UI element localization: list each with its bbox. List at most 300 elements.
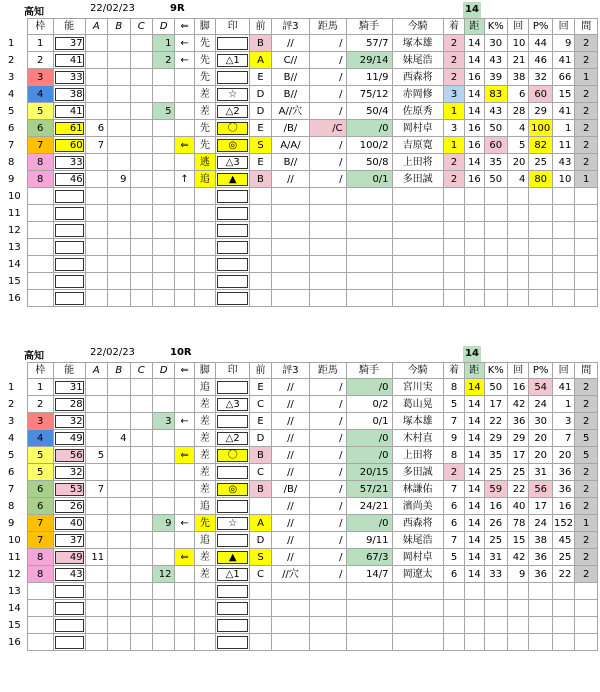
table-row (6, 549, 598, 566)
cell-rating (271, 617, 310, 634)
header-interval: 間 (575, 19, 598, 35)
cell-col-a (85, 290, 107, 307)
cell-jockey-stat (346, 256, 392, 273)
row-number: 1 (8, 381, 15, 393)
cell-running-style (194, 583, 215, 600)
cell-ability (53, 600, 85, 617)
cell-prev-rank: E (250, 413, 271, 430)
cell-jockey-stat: 9/11 (346, 532, 392, 549)
cell-mark (216, 239, 250, 256)
header-k-pct: K% (484, 363, 508, 379)
ability-box: 38 (55, 88, 84, 101)
cell-count1 (508, 205, 529, 222)
cell-col-a: 6 (85, 120, 107, 137)
mark-box (217, 619, 248, 632)
cell-rating: // (271, 171, 310, 188)
cell-mark (216, 52, 250, 69)
table-row (6, 154, 598, 171)
cell-prev-rank: E (250, 120, 271, 137)
cell-rating: /B/ (271, 481, 310, 498)
cell-col-d (152, 396, 174, 413)
distance-badge: 14 (463, 2, 481, 18)
cell-interval: 2 (575, 103, 598, 120)
cell-arrow (175, 239, 194, 256)
cell-finish: 1 (443, 103, 464, 120)
cell-distance: 14 (465, 379, 484, 396)
cell-rating: // (271, 413, 310, 430)
mark-box: △3 (217, 398, 248, 411)
cell-jockey: 吉原寛 (392, 137, 443, 154)
cell-jockey-stat: /0 (346, 447, 392, 464)
cell-distance (465, 239, 484, 256)
cell-p-pct (529, 273, 553, 290)
cell-count1: 78 (508, 515, 529, 532)
cell-waku: 1 (27, 379, 53, 396)
header-prev-rank: 前 (250, 19, 271, 35)
cell-distance (465, 600, 484, 617)
ability-box (55, 619, 84, 632)
cell-rating (271, 583, 310, 600)
cell-waku: 7 (27, 532, 53, 549)
mark-box (217, 500, 248, 513)
cell-waku: 2 (27, 396, 53, 413)
cell-dist-horse: / (310, 154, 346, 171)
cell-col-b (108, 532, 130, 549)
cell-col-a (85, 256, 107, 273)
row-number: 14 (8, 258, 21, 270)
cell-col-a (85, 498, 107, 515)
cell-count2: 41 (552, 103, 574, 120)
cell-rating: B// (271, 154, 310, 171)
cell-prev-rank: C (250, 566, 271, 583)
row-number: 3 (8, 415, 15, 427)
cell-p-pct: 30 (529, 413, 553, 430)
cell-count2 (552, 600, 574, 617)
cell-count1: 28 (508, 103, 529, 120)
cell-k-pct: 29 (484, 430, 508, 447)
cell-mark (216, 290, 250, 307)
cell-col-b: 4 (108, 430, 130, 447)
header-jockey-stat: 騎手 (346, 363, 392, 379)
cell-col-c (130, 447, 152, 464)
cell-prev-rank: S (250, 549, 271, 566)
row-number: 15 (8, 275, 21, 287)
cell-col-a (85, 103, 107, 120)
cell-p-pct (529, 256, 553, 273)
cell-col-b (108, 273, 130, 290)
cell-mark (216, 447, 250, 464)
header-col-b: B (108, 19, 130, 35)
cell-distance: 16 (465, 69, 484, 86)
cell-col-c (130, 69, 152, 86)
venue-label: 高知 (24, 7, 44, 18)
cell-finish: 8 (443, 379, 464, 396)
cell-ability (53, 379, 85, 396)
row-number: 4 (8, 88, 15, 100)
cell-interval: 5 (575, 447, 598, 464)
cell-jockey (392, 583, 443, 600)
cell-jockey: 宮川実 (392, 379, 443, 396)
cell-count2 (552, 188, 574, 205)
ability-box (55, 585, 84, 598)
cell-running-style: 逃 (194, 154, 215, 171)
header-jockey-stat: 騎手 (346, 19, 392, 35)
mark-box (217, 636, 248, 649)
cell-prev-rank: D (250, 532, 271, 549)
cell-jockey: 葛山晃 (392, 396, 443, 413)
cell-col-d (152, 549, 174, 566)
cell-rating: B// (271, 69, 310, 86)
cell-arrow (175, 205, 194, 222)
race-table (6, 362, 598, 651)
cell-jockey-stat (346, 239, 392, 256)
cell-mark (216, 69, 250, 86)
cell-finish (443, 583, 464, 600)
cell-distance (465, 205, 484, 222)
cell-distance: 14 (465, 35, 484, 52)
cell-prev-rank (250, 634, 271, 651)
cell-p-pct: 60 (529, 86, 553, 103)
cell-col-a (85, 69, 107, 86)
cell-running-style: 差 (194, 413, 215, 430)
cell-jockey-stat: 50/4 (346, 103, 392, 120)
cell-rating (271, 290, 310, 307)
cell-mark (216, 515, 250, 532)
cell-jockey (392, 256, 443, 273)
cell-running-style: 先 (194, 52, 215, 69)
cell-col-c (130, 379, 152, 396)
cell-count2 (552, 205, 574, 222)
cell-jockey: 西森将 (392, 69, 443, 86)
cell-count2: 1 (552, 120, 574, 137)
cell-running-style: 差 (194, 86, 215, 103)
header-row (6, 19, 598, 35)
cell-col-c (130, 205, 152, 222)
cell-interval: 1 (575, 515, 598, 532)
cell-count1: 17 (508, 447, 529, 464)
cell-ability (53, 617, 85, 634)
table-row (6, 481, 598, 498)
cell-count2: 36 (552, 481, 574, 498)
cell-count2: 36 (552, 464, 574, 481)
table-row (6, 634, 598, 651)
cell-waku: 3 (27, 413, 53, 430)
cell-arrow (175, 532, 194, 549)
cell-col-d (152, 617, 174, 634)
cell-p-pct: 24 (529, 396, 553, 413)
cell-col-c (130, 120, 152, 137)
cell-waku: 1 (27, 35, 53, 52)
cell-mark (216, 171, 250, 188)
cell-finish: 5 (443, 549, 464, 566)
cell-p-pct: 20 (529, 447, 553, 464)
cell-col-c (130, 566, 152, 583)
row-number: 12 (8, 224, 21, 236)
cell-waku: 6 (27, 481, 53, 498)
cell-col-c (130, 498, 152, 515)
cell-col-d (152, 447, 174, 464)
cell-mark (216, 103, 250, 120)
cell-prev-rank: A (250, 52, 271, 69)
table-row (6, 239, 598, 256)
cell-col-a (85, 188, 107, 205)
cell-jockey (392, 205, 443, 222)
cell-interval: 2 (575, 481, 598, 498)
cell-col-a (85, 566, 107, 583)
cell-waku (27, 239, 53, 256)
row-number: 7 (8, 139, 15, 151)
cell-rating (271, 256, 310, 273)
cell-col-b (108, 137, 130, 154)
cell-dist-horse (310, 290, 346, 307)
header-arrow: ⇐ (175, 19, 194, 35)
cell-arrow (175, 69, 194, 86)
mark-box (217, 258, 248, 271)
cell-p-pct: 36 (529, 566, 553, 583)
table-row (6, 290, 598, 307)
cell-arrow: ↑ (175, 171, 194, 188)
cell-prev-rank: B (250, 171, 271, 188)
cell-running-style: 追 (194, 498, 215, 515)
cell-arrow (175, 273, 194, 290)
cell-ability (53, 634, 85, 651)
mark-box (217, 466, 248, 479)
cell-prev-rank (250, 239, 271, 256)
cell-k-pct: 25 (484, 532, 508, 549)
cell-prev-rank (250, 205, 271, 222)
cell-arrow (175, 498, 194, 515)
cell-k-pct: 50 (484, 120, 508, 137)
cell-col-d (152, 137, 174, 154)
cell-dist-horse: / (310, 171, 346, 188)
cell-k-pct (484, 634, 508, 651)
row-number: 9 (8, 517, 15, 529)
cell-count1: 38 (508, 69, 529, 86)
row-number: 4 (8, 432, 15, 444)
ability-box (55, 636, 84, 649)
cell-mark (216, 532, 250, 549)
cell-mark (216, 120, 250, 137)
cell-distance: 14 (465, 549, 484, 566)
cell-col-d (152, 600, 174, 617)
cell-k-pct: 59 (484, 481, 508, 498)
cell-distance: 16 (465, 137, 484, 154)
cell-waku (27, 617, 53, 634)
cell-col-c (130, 188, 152, 205)
ability-box (55, 241, 84, 254)
ability-box (55, 190, 84, 203)
cell-col-d: 1 (152, 35, 174, 52)
header-distance: 距 (465, 363, 484, 379)
cell-running-style: 差 (194, 396, 215, 413)
cell-prev-rank: C (250, 396, 271, 413)
mark-box (217, 224, 248, 237)
cell-k-pct (484, 256, 508, 273)
cell-jockey-stat: 24/21 (346, 498, 392, 515)
cell-waku: 6 (27, 498, 53, 515)
cell-dist-horse: / (310, 413, 346, 430)
cell-k-pct (484, 239, 508, 256)
cell-rating (271, 239, 310, 256)
table-row (6, 273, 598, 290)
cell-count1: 40 (508, 498, 529, 515)
header-dist-horse: 距馬 (310, 19, 346, 35)
cell-mark (216, 498, 250, 515)
cell-running-style: 追 (194, 171, 215, 188)
cell-distance: 14 (465, 481, 484, 498)
header-col-c: C (130, 363, 152, 379)
cell-count1: 29 (508, 430, 529, 447)
cell-dist-horse: / (310, 532, 346, 549)
mark-box: ◎ (217, 483, 248, 496)
cell-count2: 41 (552, 379, 574, 396)
cell-running-style: 差 (194, 481, 215, 498)
cell-dist-horse (310, 583, 346, 600)
cell-prev-rank: A (250, 515, 271, 532)
cell-jockey (392, 222, 443, 239)
cell-col-d (152, 634, 174, 651)
cell-dist-horse (310, 256, 346, 273)
cell-col-b (108, 52, 130, 69)
table-row (6, 515, 598, 532)
cell-count1: 21 (508, 52, 529, 69)
cell-col-a (85, 171, 107, 188)
cell-col-d (152, 256, 174, 273)
cell-interval (575, 239, 598, 256)
cell-k-pct: 16 (484, 498, 508, 515)
cell-col-d (152, 532, 174, 549)
cell-waku: 5 (27, 447, 53, 464)
cell-finish: 7 (443, 413, 464, 430)
cell-col-d (152, 481, 174, 498)
header-col-c: C (130, 19, 152, 35)
cell-jockey: 岡村卓 (392, 120, 443, 137)
cell-waku: 4 (27, 430, 53, 447)
cell-count2: 41 (552, 52, 574, 69)
cell-running-style (194, 188, 215, 205)
cell-p-pct: 29 (529, 103, 553, 120)
cell-p-pct: 36 (529, 549, 553, 566)
cell-ability (53, 396, 85, 413)
cell-distance: 14 (465, 413, 484, 430)
cell-ability (53, 481, 85, 498)
cell-col-b (108, 69, 130, 86)
cell-count2 (552, 583, 574, 600)
cell-count2 (552, 617, 574, 634)
cell-prev-rank (250, 498, 271, 515)
cell-dist-horse: / (310, 515, 346, 532)
cell-col-a (85, 515, 107, 532)
ability-box: 49 (55, 551, 84, 564)
cell-col-c (130, 290, 152, 307)
cell-jockey: 赤岡修 (392, 86, 443, 103)
cell-col-a (85, 52, 107, 69)
cell-p-pct: 80 (529, 171, 553, 188)
cell-finish: 3 (443, 86, 464, 103)
cell-k-pct: 35 (484, 154, 508, 171)
cell-distance: 14 (465, 430, 484, 447)
cell-p-pct (529, 205, 553, 222)
header-rating: 評3 (271, 19, 310, 35)
cell-jockey-stat (346, 205, 392, 222)
cell-rating: // (271, 379, 310, 396)
cell-k-pct (484, 290, 508, 307)
cell-k-pct: 39 (484, 69, 508, 86)
cell-col-c (130, 600, 152, 617)
cell-interval (575, 205, 598, 222)
row-number: 13 (8, 585, 21, 597)
row-number: 16 (8, 292, 21, 304)
cell-count1: 4 (508, 171, 529, 188)
cell-p-pct: 100 (529, 120, 553, 137)
cell-col-a (85, 430, 107, 447)
cell-arrow (175, 120, 194, 137)
cell-col-b (108, 549, 130, 566)
cell-mark (216, 256, 250, 273)
cell-prev-rank (250, 600, 271, 617)
cell-dist-horse: / (310, 430, 346, 447)
ability-box: 40 (55, 517, 84, 530)
cell-count1: 10 (508, 35, 529, 52)
table-row (6, 413, 598, 430)
cell-waku: 4 (27, 86, 53, 103)
cell-jockey-stat (346, 222, 392, 239)
cell-interval (575, 600, 598, 617)
cell-running-style (194, 617, 215, 634)
cell-arrow (175, 154, 194, 171)
table-row (6, 256, 598, 273)
cell-mark (216, 137, 250, 154)
mark-box (217, 415, 248, 428)
cell-col-b (108, 86, 130, 103)
cell-waku: 8 (27, 154, 53, 171)
cell-finish: 7 (443, 532, 464, 549)
cell-jockey: 林謙佑 (392, 481, 443, 498)
table-row (6, 600, 598, 617)
cell-col-c (130, 430, 152, 447)
ability-box: 43 (55, 568, 84, 581)
cell-count1: 42 (508, 549, 529, 566)
ability-box: 49 (55, 432, 84, 445)
row-number: 6 (8, 466, 15, 478)
cell-p-pct (529, 634, 553, 651)
cell-dist-horse (310, 188, 346, 205)
ability-box: 32 (55, 415, 84, 428)
cell-arrow: ⇐ (175, 137, 194, 154)
cell-count2: 15 (552, 86, 574, 103)
mark-box: △2 (217, 432, 248, 445)
cell-count1: 15 (508, 532, 529, 549)
mark-box: 〇 (217, 122, 248, 135)
cell-distance: 16 (465, 120, 484, 137)
cell-jockey: 西森将 (392, 515, 443, 532)
cell-jockey-stat (346, 583, 392, 600)
cell-prev-rank (250, 188, 271, 205)
cell-ability (53, 154, 85, 171)
cell-mark (216, 430, 250, 447)
cell-count1: 4 (508, 120, 529, 137)
table-row (6, 379, 598, 396)
cell-col-b (108, 290, 130, 307)
cell-mark (216, 273, 250, 290)
header-count1: 回 (508, 363, 529, 379)
cell-col-d: 12 (152, 566, 174, 583)
cell-jockey-stat: 20/15 (346, 464, 392, 481)
cell-jockey-stat: 11/9 (346, 69, 392, 86)
cell-arrow: ⇐ (175, 549, 194, 566)
cell-ability (53, 413, 85, 430)
cell-mark (216, 205, 250, 222)
